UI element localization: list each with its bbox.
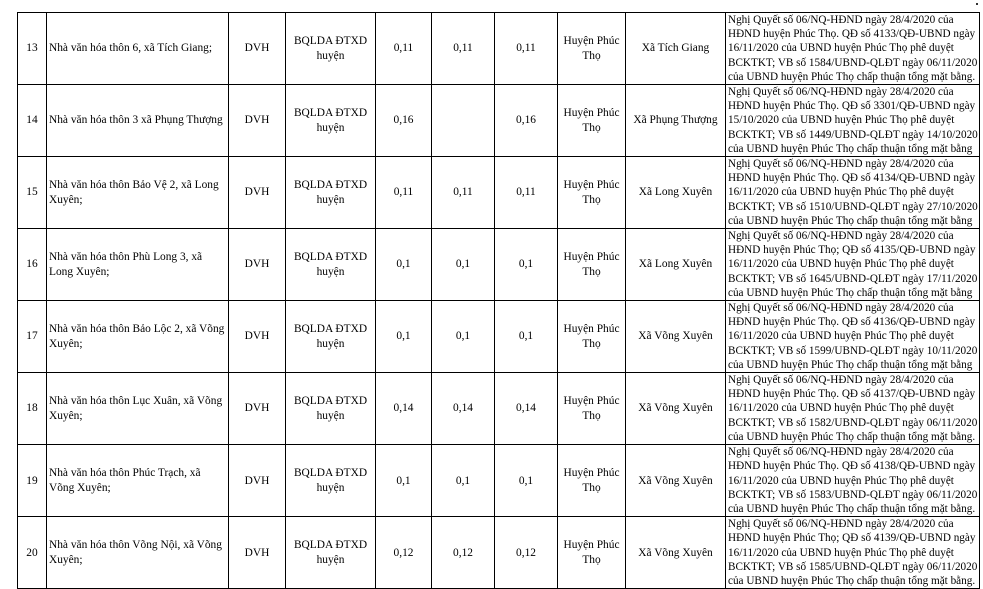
commune: Xã Long Xuyên <box>626 229 726 301</box>
land-type: DVH <box>229 445 286 517</box>
legal-basis-line: 16/11/2020 của UBND huyện Phúc Thọ phê duyệt <box>728 402 954 415</box>
area-a: 0,12 <box>432 517 495 589</box>
legal-basis-line: BCKTKT; VB số 1582/UBND-QLĐT ngày 06/11/2020 <box>728 416 978 429</box>
district: Huyện Phúc Thọ <box>558 13 626 85</box>
legal-basis-line: Nghị Quyết số 06/NQ-HĐND ngày 28/4/2020 của <box>728 158 954 171</box>
scan-speck <box>976 3 978 5</box>
commune: Xã Võng Xuyên <box>626 373 726 445</box>
row-number: 20 <box>18 517 47 589</box>
legal-basis-line: của UBND huyện Phúc Thọ chấp thuận tổng mặt bằng <box>728 142 973 155</box>
legal-basis-line: HĐND huyện Phúc Thọ. QĐ số 4133/QĐ-UBND ngày <box>728 28 976 41</box>
legal-basis-line: của UBND huyện Phúc Thọ chấp thuận tổng mặt bằng. <box>728 430 976 443</box>
legal-basis-line: Nghị Quyết số 06/NQ-HĐND ngày 28/4/2020 của <box>728 230 954 243</box>
commune: Xã Võng Xuyên <box>626 301 726 373</box>
area-b: 0,16 <box>495 85 558 157</box>
legal-basis-line: 16/11/2020 của UBND huyện Phúc Thọ phê duyệt <box>728 330 954 343</box>
area-a: 0,11 <box>432 13 495 85</box>
legal-basis-line: HĐND huyện Phúc Thọ. QĐ số 4134/QĐ-UBND ngày <box>728 172 976 185</box>
legal-basis-line: BCKTKT; VB số 1584/UBND-QLĐT ngày 06/11/2020 <box>728 56 978 69</box>
area-a: 0,11 <box>432 157 495 229</box>
investor: BQLDA ĐTXD huyện <box>286 517 376 589</box>
area-total: 0,1 <box>376 229 432 301</box>
row-number: 13 <box>18 13 47 85</box>
area-b: 0,14 <box>495 373 558 445</box>
project-name: Nhà văn hóa thôn Bảo Vệ 2, xã Long Xuyên; <box>47 157 229 229</box>
commune: Xã Phụng Thượng <box>626 85 726 157</box>
legal-basis <box>726 85 980 157</box>
investor: BQLDA ĐTXD huyện <box>286 157 376 229</box>
table-row <box>18 85 980 157</box>
legal-basis-line: BCKTKT; VB số 1585/UBND-QLĐT ngày 06/11/2020 <box>728 560 978 573</box>
district: Huyện Phúc Thọ <box>558 517 626 589</box>
land-type: DVH <box>229 229 286 301</box>
table-row <box>18 13 980 85</box>
legal-basis-line: 15/10/2020 của UBND huyện Phúc Thọ phê duyệt <box>728 114 955 127</box>
legal-basis-line: BCKTKT; VB số 1449/UBND-QLĐT ngày 14/10/2020 <box>728 128 978 141</box>
legal-basis <box>726 229 980 301</box>
investor: BQLDA ĐTXD huyện <box>286 373 376 445</box>
legal-basis-line: 16/11/2020 của UBND huyện Phúc Thọ phê duyệt <box>728 258 954 271</box>
area-a: 0,1 <box>432 301 495 373</box>
row-number: 15 <box>18 157 47 229</box>
legal-basis-line: Nghị Quyết số 06/NQ-HĐND ngày 28/4/2020 của <box>728 518 954 531</box>
legal-basis-line: HĐND huyện Phúc Thọ. QĐ số 4137/QĐ-UBND ngày <box>728 388 976 401</box>
area-total: 0,11 <box>376 157 432 229</box>
legal-basis-line: HĐND huyện Phúc Thọ; QĐ số 4135/QĐ-UBND ngày <box>728 244 976 257</box>
legal-basis-line: HĐND huyện Phúc Thọ; QĐ số 4139/QĐ-UBND ngày <box>728 532 976 545</box>
district: Huyện Phúc Thọ <box>558 85 626 157</box>
row-number: 14 <box>18 85 47 157</box>
area-b: 0,1 <box>495 445 558 517</box>
district: Huyện Phúc Thọ <box>558 229 626 301</box>
area-b: 0,11 <box>495 13 558 85</box>
table-row <box>18 373 980 445</box>
area-total: 0,16 <box>376 85 432 157</box>
legal-basis-line: HĐND huyện Phúc Thọ. QĐ số 3301/QĐ-UBND ngày <box>728 100 976 113</box>
project-name: Nhà văn hóa thôn Võng Nội, xã Võng Xuyên; <box>47 517 229 589</box>
legal-basis-line: 16/11/2020 của UBND huyện Phúc Thọ phê duyệt <box>728 186 954 199</box>
investor: BQLDA ĐTXD huyện <box>286 445 376 517</box>
legal-basis-line: Nghị Quyết số 06/NQ-HĐND ngày 28/4/2020 của <box>728 86 954 99</box>
legal-basis-line: 16/11/2020 của UBND huyện Phúc Thọ phê duyệt <box>728 546 954 559</box>
investor: BQLDA ĐTXD huyện <box>286 13 376 85</box>
legal-basis <box>726 13 980 85</box>
area-total: 0,14 <box>376 373 432 445</box>
area-a: 0,1 <box>432 229 495 301</box>
legal-basis <box>726 157 980 229</box>
area-b: 0,1 <box>495 229 558 301</box>
legal-basis-line: 16/11/2020 của UBND huyện Phúc Thọ phê duyệt <box>728 42 954 55</box>
district: Huyện Phúc Thọ <box>558 373 626 445</box>
land-type: DVH <box>229 85 286 157</box>
investor: BQLDA ĐTXD huyện <box>286 301 376 373</box>
legal-basis <box>726 517 980 589</box>
project-name: Nhà văn hóa thôn Phù Long 3, xã Long Xuyên; <box>47 229 229 301</box>
area-a: 0,1 <box>432 445 495 517</box>
legal-basis <box>726 373 980 445</box>
table-row <box>18 157 980 229</box>
district: Huyện Phúc Thọ <box>558 301 626 373</box>
project-list-table <box>17 12 980 589</box>
area-total: 0,1 <box>376 301 432 373</box>
project-name: Nhà văn hóa thôn 3 xã Phụng Thượng <box>47 85 229 157</box>
land-type: DVH <box>229 301 286 373</box>
legal-basis-line: Nghị Quyết số 06/NQ-HĐND ngày 28/4/2020 của <box>728 14 954 26</box>
land-type: DVH <box>229 373 286 445</box>
legal-basis-line: của UBND huyện Phúc Thọ chấp thuận tổng mặt bằng <box>728 214 973 227</box>
area-b: 0,12 <box>495 517 558 589</box>
area-b: 0,1 <box>495 301 558 373</box>
area-total: 0,12 <box>376 517 432 589</box>
area-a: 0,14 <box>432 373 495 445</box>
row-number: 19 <box>18 445 47 517</box>
project-name: Nhà văn hóa thôn Bảo Lộc 2, xã Võng Xuyên; <box>47 301 229 373</box>
project-name: Nhà văn hóa thôn Phúc Trạch, xã Võng Xuyên; <box>47 445 229 517</box>
area-total: 0,1 <box>376 445 432 517</box>
commune: Xã Võng Xuyên <box>626 517 726 589</box>
investor: BQLDA ĐTXD huyện <box>286 85 376 157</box>
legal-basis-line: 16/11/2020 của UBND huyện Phúc Thọ phê duyệt <box>728 474 954 487</box>
project-name: Nhà văn hóa thôn 6, xã Tích Giang; <box>47 13 229 85</box>
row-number: 17 <box>18 301 47 373</box>
legal-basis-line: BCKTKT; VB số 1510/UBND-QLĐT ngày 27/10/2020 <box>728 200 978 213</box>
table-row <box>18 301 980 373</box>
investor: BQLDA ĐTXD huyện <box>286 229 376 301</box>
commune: Xã Long Xuyên <box>626 157 726 229</box>
district: Huyện Phúc Thọ <box>558 445 626 517</box>
commune: Xã Tích Giang <box>626 13 726 85</box>
legal-basis-line: Nghị Quyết số 06/NQ-HĐND ngày 28/4/2020 của <box>728 374 954 387</box>
legal-basis-line: của UBND huyện Phúc Thọ chấp thuận tổng mặt bằng. <box>728 502 976 515</box>
project-name: Nhà văn hóa thôn Lục Xuân, xã Võng Xuyên; <box>47 373 229 445</box>
legal-basis-line: của UBND huyện Phúc Thọ chấp thuận tổng mặt bằng. <box>728 70 976 83</box>
table-body <box>18 13 980 589</box>
row-number: 16 <box>18 229 47 301</box>
land-type: DVH <box>229 517 286 589</box>
legal-basis-line: Nghị Quyết số 06/NQ-HĐND ngày 28/4/2020 của <box>728 446 954 459</box>
row-number: 18 <box>18 373 47 445</box>
legal-basis <box>726 301 980 373</box>
table-row <box>18 229 980 301</box>
legal-basis-line: BCKTKT; VB số 1583/UBND-QLĐT ngày 06/11/2020 <box>728 488 978 501</box>
legal-basis <box>726 445 980 517</box>
legal-basis-line: của UBND huyện Phúc Thọ chấp thuận tổng mặt bằng <box>728 286 973 299</box>
area-total: 0,11 <box>376 13 432 85</box>
land-type: DVH <box>229 157 286 229</box>
legal-basis-line: BCKTKT; VB số 1645/UBND-QLĐT ngày 17/11/2020 <box>728 272 978 285</box>
legal-basis-line: HĐND huyện Phúc Thọ. QĐ số 4136/QĐ-UBND ngày <box>728 316 976 329</box>
area-b: 0,11 <box>495 157 558 229</box>
commune: Xã Võng Xuyên <box>626 445 726 517</box>
legal-basis-line: của UBND huyện Phúc Thọ chấp thuận tổng mặt bằng <box>728 358 973 371</box>
legal-basis-line: HĐND huyện Phúc Thọ. QĐ số 4138/QĐ-UBND ngày <box>728 460 976 473</box>
legal-basis-line: của UBND huyện Phúc Thọ chấp thuận tổng mặt bằng. <box>728 574 976 587</box>
district: Huyện Phúc Thọ <box>558 157 626 229</box>
table-row <box>18 517 980 589</box>
legal-basis-line: Nghị Quyết số 06/NQ-HĐND ngày 28/4/2020 của <box>728 302 954 315</box>
land-type: DVH <box>229 13 286 85</box>
table-row <box>18 445 980 517</box>
area-a <box>432 85 495 157</box>
legal-basis-line: BCKTKT; VB số 1599/UBND-QLĐT ngày 10/11/2020 <box>728 344 978 357</box>
